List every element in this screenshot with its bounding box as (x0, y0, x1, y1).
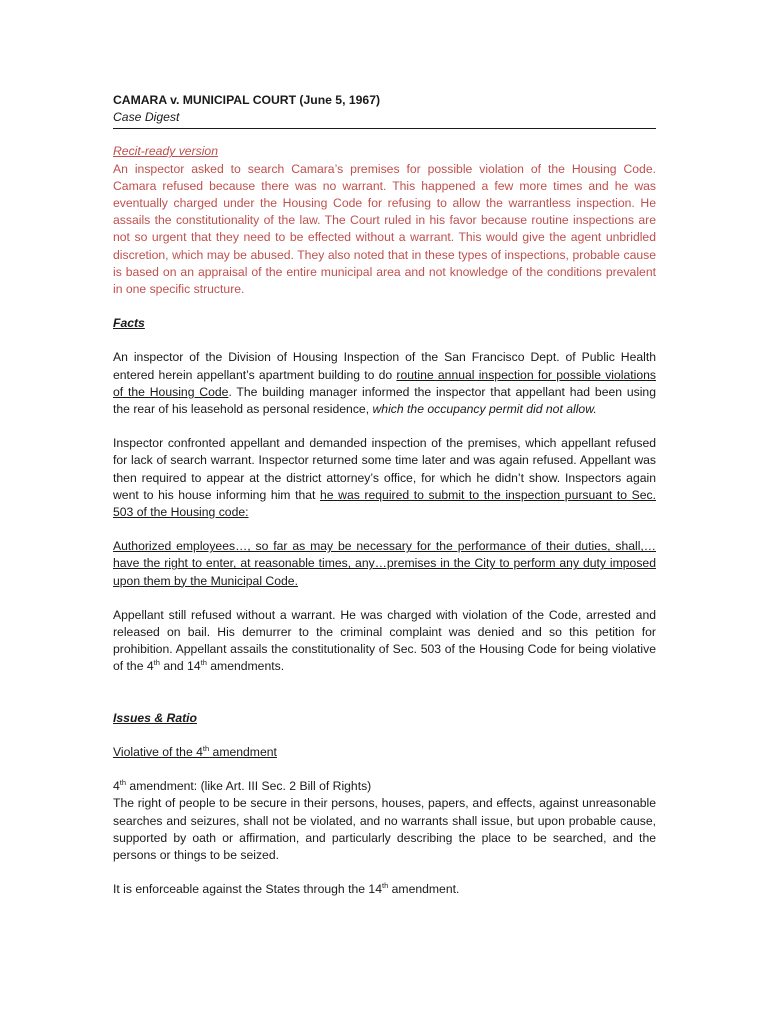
enforceability-text: It is enforceable against the States through the 14 (113, 882, 382, 897)
facts-p1-italic: which the occupancy permit did not allow. (372, 402, 597, 417)
case-subtitle: Case Digest (113, 110, 180, 125)
issue-subheading (113, 744, 656, 761)
facts-heading: Facts (113, 316, 145, 331)
facts-p1-underlined: routine annual inspection for possible violations of the Housing Code (113, 367, 657, 399)
facts-paragraph-2 (113, 435, 656, 521)
amendment-text: The right of people to be secure in their persons, houses, papers, and effects, against unreasonable searches and seizures, shall not be violated, and no warrants shall issue, but upon probable cause, supported by oath or affirmation, and particularly describing the place to be searched, and the persons or things to be seized. (113, 796, 656, 862)
recit-section (113, 143, 656, 298)
facts-p3-text-2: and 14 (159, 659, 201, 674)
facts-paragraph-1 (113, 349, 656, 418)
superscript: th (202, 743, 210, 753)
recit-text: An inspector asked to search Camara’s premises for possible violation of the Housing Code. Camara refused because there was no warrant. This happened a few more times and he was eventually charged under the Housing Code for refusing to allow the warrantless inspection. He assails the constitutionality of the law. The Court ruled in his favor because routine inspections are not so urgent that they need to be effected without a warrant. This would give the agent unbridled discretion, which may be abused. They also noted that in these types of inspections, probable cause is based on an appraisal of the entire municipal area and not knowledge of the conditions prevalent in one specific structure. (113, 161, 656, 297)
superscript: th (153, 658, 160, 668)
facts-p2-text: Inspector confronted appellant and demanded inspection of the premises, which appellant refused for lack of search warrant. Inspector returned some time later and was again refused. Appellant was then required to appear at the district attorney’s office, for which he didn’t show. Inspectors again went to his house informing him that (113, 436, 656, 502)
amendment-label (113, 778, 656, 795)
recit-label: Recit-ready version (113, 144, 218, 159)
facts-p1-text: An inspector of the Division of Housing Inspection of the San Francisco Dept. of Public Health entered herein appellant’s apartment building to do (113, 350, 656, 382)
amendment-label-text: 4 (113, 779, 120, 794)
superscript: th (381, 881, 389, 891)
issue-subheading-text-2: amendment (209, 744, 277, 759)
document-page (113, 92, 656, 898)
amendment-label-text-2: amendment: (like Art. III Sec. 2 Bill of Rights) (126, 779, 372, 794)
superscript: th (200, 658, 207, 668)
facts-p3-text-3: amendments. (206, 659, 285, 674)
facts-p1-text-2: . The building manager informed the inspector that appellant had been using the rear of his leasehold as personal residence, (113, 384, 656, 417)
enforceability-paragraph (113, 881, 656, 898)
title-divider (113, 128, 656, 129)
case-title: CAMARA v. MUNICIPAL COURT (June 5, 1967) (113, 93, 381, 107)
facts-p2-underlined: he was required to submit to the inspection pursuant to Sec. 503 of the Housing code: (113, 487, 656, 520)
superscript: th (119, 778, 127, 788)
facts-paragraph-3 (113, 607, 656, 676)
enforceability-text-2: amendment. (388, 882, 460, 897)
issue-subheading-text: Violative of the 4 (113, 744, 203, 759)
issues-heading: Issues & Ratio (113, 710, 197, 725)
facts-p3-text: Appellant still refused without a warrant. He was charged with violation of the Code, arrested and released on bail. His demurrer to the criminal complaint was denied and so this petition for prohibition. Appellant assails the constitutionality of Sec. 503 of the Housing Code for being violative of the 4 (113, 607, 656, 674)
housing-code-quote: Authorized employees…, so far as may be necessary for the performance of their duties, shall,…have the right to enter, at reasonable times, any…premises in the City to perform any duty imposed upon them by the Municipal Code. (113, 539, 656, 588)
